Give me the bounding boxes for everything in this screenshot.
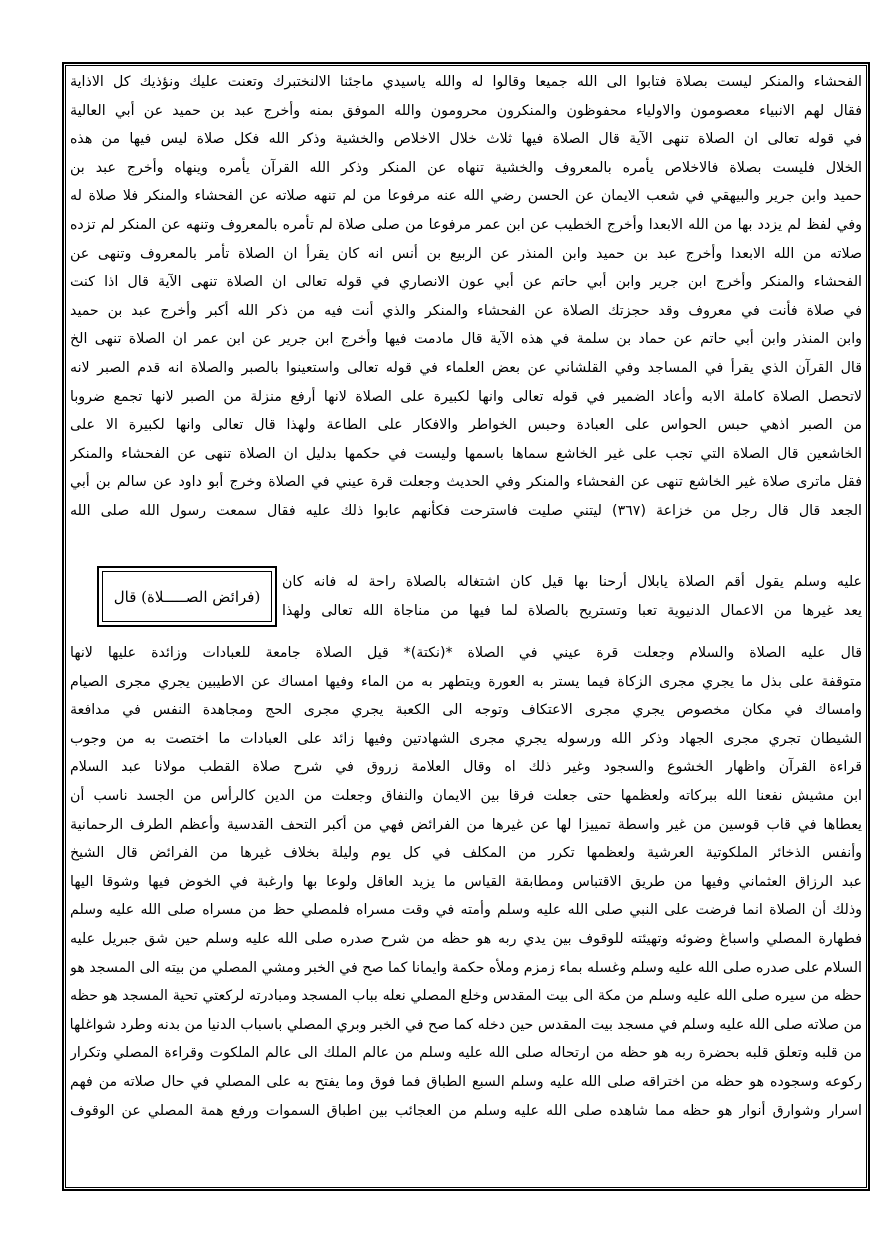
- text-line: من الصبر اذهي حبس الحواس على العبادة وحبس الخواطر والافكار على الطاعة ولهذا قال تعالى وانها لكبيرة الا على: [70, 417, 862, 434]
- text-line: قال عليه الصلاة والسلام وجعلت قرة عيني في الصلاة *(نكتة)* قيل الصلاة جامعة للعبادات وزائدة عليها لانها: [70, 645, 862, 661]
- lower-text-block: [70, 639, 862, 1125]
- text-line: في قوله تعالى ان الصلاة تنهى الآية قال الصلاة فيها ثلاث خلال الاخلاص والخشية وذكر الله فكل صلاة ليس فيها من هذه: [70, 131, 862, 148]
- text-line: من صلاته صلى الله عليه وسلم في مسجد بيت المقدس حين دخله كما صح في الخبر وبري المصلي باسباب الدنيا من بدنه وطرد شواغلها: [70, 1016, 862, 1033]
- section-heading-box: [97, 566, 277, 627]
- text-line: في صلاة فأنت في معروف وقد حجزتك الصلاة عن الفحشاء والمنكر والذي أنت فيه من ذكر الله أكبر وأخرج عبد بن حميد: [70, 302, 862, 319]
- text-line: ابن مشيش نفعنا الله ببركاته ولعظمها حتى جعلت فرقا بين الايمان والنفاق وجعلت من الدين كالرأس من الجسد ناسب أن: [70, 787, 862, 804]
- upper-text-block: [70, 68, 862, 526]
- text-line: وابن المنذر وابن أبي حاتم عن حماد بن سلمة في هذه الآية قال مادمت فيها وأخرج ابن جرير عن ابن عمر ان الصلاة تنهى الخ: [70, 331, 862, 348]
- text-line: وفي لفظ لم يزدد بها من الله الابعدا وأخرج الخطيب عن ابن عمر مرفوعا من صلى صلاة لم تأمره بالمعروف وتنهه عن المنكر لم تزده: [70, 216, 862, 233]
- text-line: الشيطان تجري مجرى الجهاد وذكر الله ورسوله يجري مجرى الشهادتين وفيها زائد على العبادات ما اختصت به من وجوب: [70, 730, 862, 747]
- text-line: يعطاها في قاب قوسين من غير واسطة تمييزا لها عن غيرها من الفرائض فهي من أكبر التحف القدسية وأعظم الطرف الرحمانية: [70, 816, 862, 833]
- text-line: الخاشعين قال الصلاة التي تجب على غير الخاشع سماها باسمها وليست في حكمها بدليل ان الصلاة تنهى عن الفحشاء والمنكر: [70, 445, 862, 462]
- text-line: الجعد قال قال رجل من خزاعة (٣٦٧) ليتني صليت فاسترحت فكأنهم عابوا ذلك عليه فقال سمعت رسول الله صلى الله: [70, 502, 862, 519]
- text-line: وامساك في مكان مخصوص يجري مجرى الاعتكاف وتوجه الى الكعبة يجري مجرى الحج ومجاهدة النفس في مدافعة: [70, 702, 862, 719]
- text-line: وأنفس الذخائر الملكوتية العرشية ولعظمها تكرر من المكلف في كل يوم وليلة بخلاف غيرها من الفرائض قال الشيخ: [70, 845, 862, 862]
- text-line: من قلبه وتعلق قلبه بحضرة ربه هو حظه من ارتحاله صلى الله عليه وسلم من عالم الملك الى عالم الملكوت وقراءة المصلي وتكرار: [70, 1045, 862, 1062]
- section-heading: (فرائض الصـــــلاة) قال: [102, 571, 272, 622]
- text-line: قراءة القرآن واظهار الخشوع والسجود وغير ذلك اه وقال العلامة زروق في شرح صلاة القطب مولانا عبد السلام: [70, 759, 862, 776]
- text-line: الفحشاء والمنكر وأخرج ابن جرير وابن أبي حاتم عن أبي عون الانصاري في قوله تعالى ان الصلاة تنهى الآية قال اذا كنت: [70, 274, 862, 291]
- text-line: الخلال فليست بصلاة فالاخلاص يأمره بالمعروف والخشية تنهاه عن المنكر وذكر الله القرآن يأمره وينهاه وأخرج عبد بن: [70, 159, 862, 176]
- text-line: حميد وابن جرير والبيهقي في شعب الايمان عن الحسن رضي الله عنه مرفوعا من لم تنهه صلاته عن الفحشاء والمنكر فلا صلاة له: [70, 188, 862, 205]
- text-line: متوقفة على بذل ما يجري مجرى الزكاة فيما يستر به العورة ويتطهر به من الماء وفيها امساك عن الاطيبين يجري مجرى الصيام: [70, 673, 862, 690]
- heading-adjacent-text: [282, 568, 862, 625]
- text-line: عبد الرزاق العثماني وفيها من طريق الاقتباس ومطابقة القياس ما يزيد العاقل ولوعا بها وارغبة في الخوض فيها وشوقا اليها: [70, 873, 862, 890]
- text-line: يعد غيرها من الاعمال الدنيوية تعبا وتستريح بالصلاة لما فيها من مناجاة الله تعالى ولهذا: [282, 602, 862, 619]
- text-line: فطهارة المصلي واسباغ وضوئه وتهيئته للوقوف بين يدي ربه هو حظه من شرح صدره صلى الله عليه وسلم حين شق جبريل عليه: [70, 930, 862, 947]
- text-line: وذلك أن الصلاة انما فرضت على النبي صلى الله عليه وسلم وأمته في وقت مسراه فلمصلي حظ من مسراه صلى الله عليه وسلم: [70, 902, 862, 919]
- text-line: الفحشاء والمنكر ليست بصلاة فتابوا الى الله جميعا وقالوا له والله ياسيدي ماجئنا الالنختبرك وتعنت عليك ونؤذيك كل الاذاية: [70, 74, 862, 90]
- text-line: فقل ماترى صلاة غير الخاشع تنهى عن الفحشاء والمنكر وفي الحديث وجعلت قرة عيني في الصلاة وخرج أبو داود عن سالم بن أبي: [70, 474, 862, 491]
- text-line: اسرار وشوارق أنوار هو حظه مما شاهده صلى الله عليه وسلم من العجائب بين اطباق السموات ورفع همة المصلي عن الوقوف: [70, 1102, 862, 1119]
- text-line: صلاته من الله الابعدا وأخرج عبد بن حميد وابن المنذر عن الربيع بن أنس انه كان يقرأ ان الصلاة تأمر بالمعروف وتنهى عن: [70, 245, 862, 262]
- text-line: فقال لهم الانبياء معصومون والاولياء محفوظون والمنكرون محرومون والله الموفق بمنه وأخرج عبد بن حميد عن أبي العالية: [70, 102, 862, 119]
- text-line: عليه وسلم يقول أقم الصلاة يابلال أرحنا بها قيل كان اشتغاله بالصلاة راحة له فانه كان: [282, 574, 862, 590]
- text-line: قال القرآن الذي يقرأ في المساجد وفي القلشاني عن بعض العلماء في قوله تعالى واستعينوا بالصبر والصلاة انه قدم الصبر لانه: [70, 359, 862, 376]
- text-line: ركوعه وسجوده هو حظه من اختراقه صلى الله عليه وسلم السبع الطباق فما فوق وما يفتح به على المصلي في حال صلاته من فهم: [70, 1073, 862, 1090]
- text-line: السلام على صدره صلى الله عليه وسلم وغسله بماء زمزم وملأه حكمة وايمانا كما صح في الخبر ومشي المصلي من بيته الى المسجد هو: [70, 959, 862, 976]
- text-line: حظه من سيره صلى الله عليه وسلم من مكة الى بيت المقدس وخلع المصلي نعله بباب المسجد ومبادرته لركعتي تحية المسجد هو حظه: [70, 988, 862, 1005]
- text-line: لاتحصل الصلاة كاملة الابه وأعاد الضمير في قوله تعالى وانها لكبيرة على الصلاة لانها أرفع منزلة من الصبر لانها تجمع ضروبا: [70, 388, 862, 405]
